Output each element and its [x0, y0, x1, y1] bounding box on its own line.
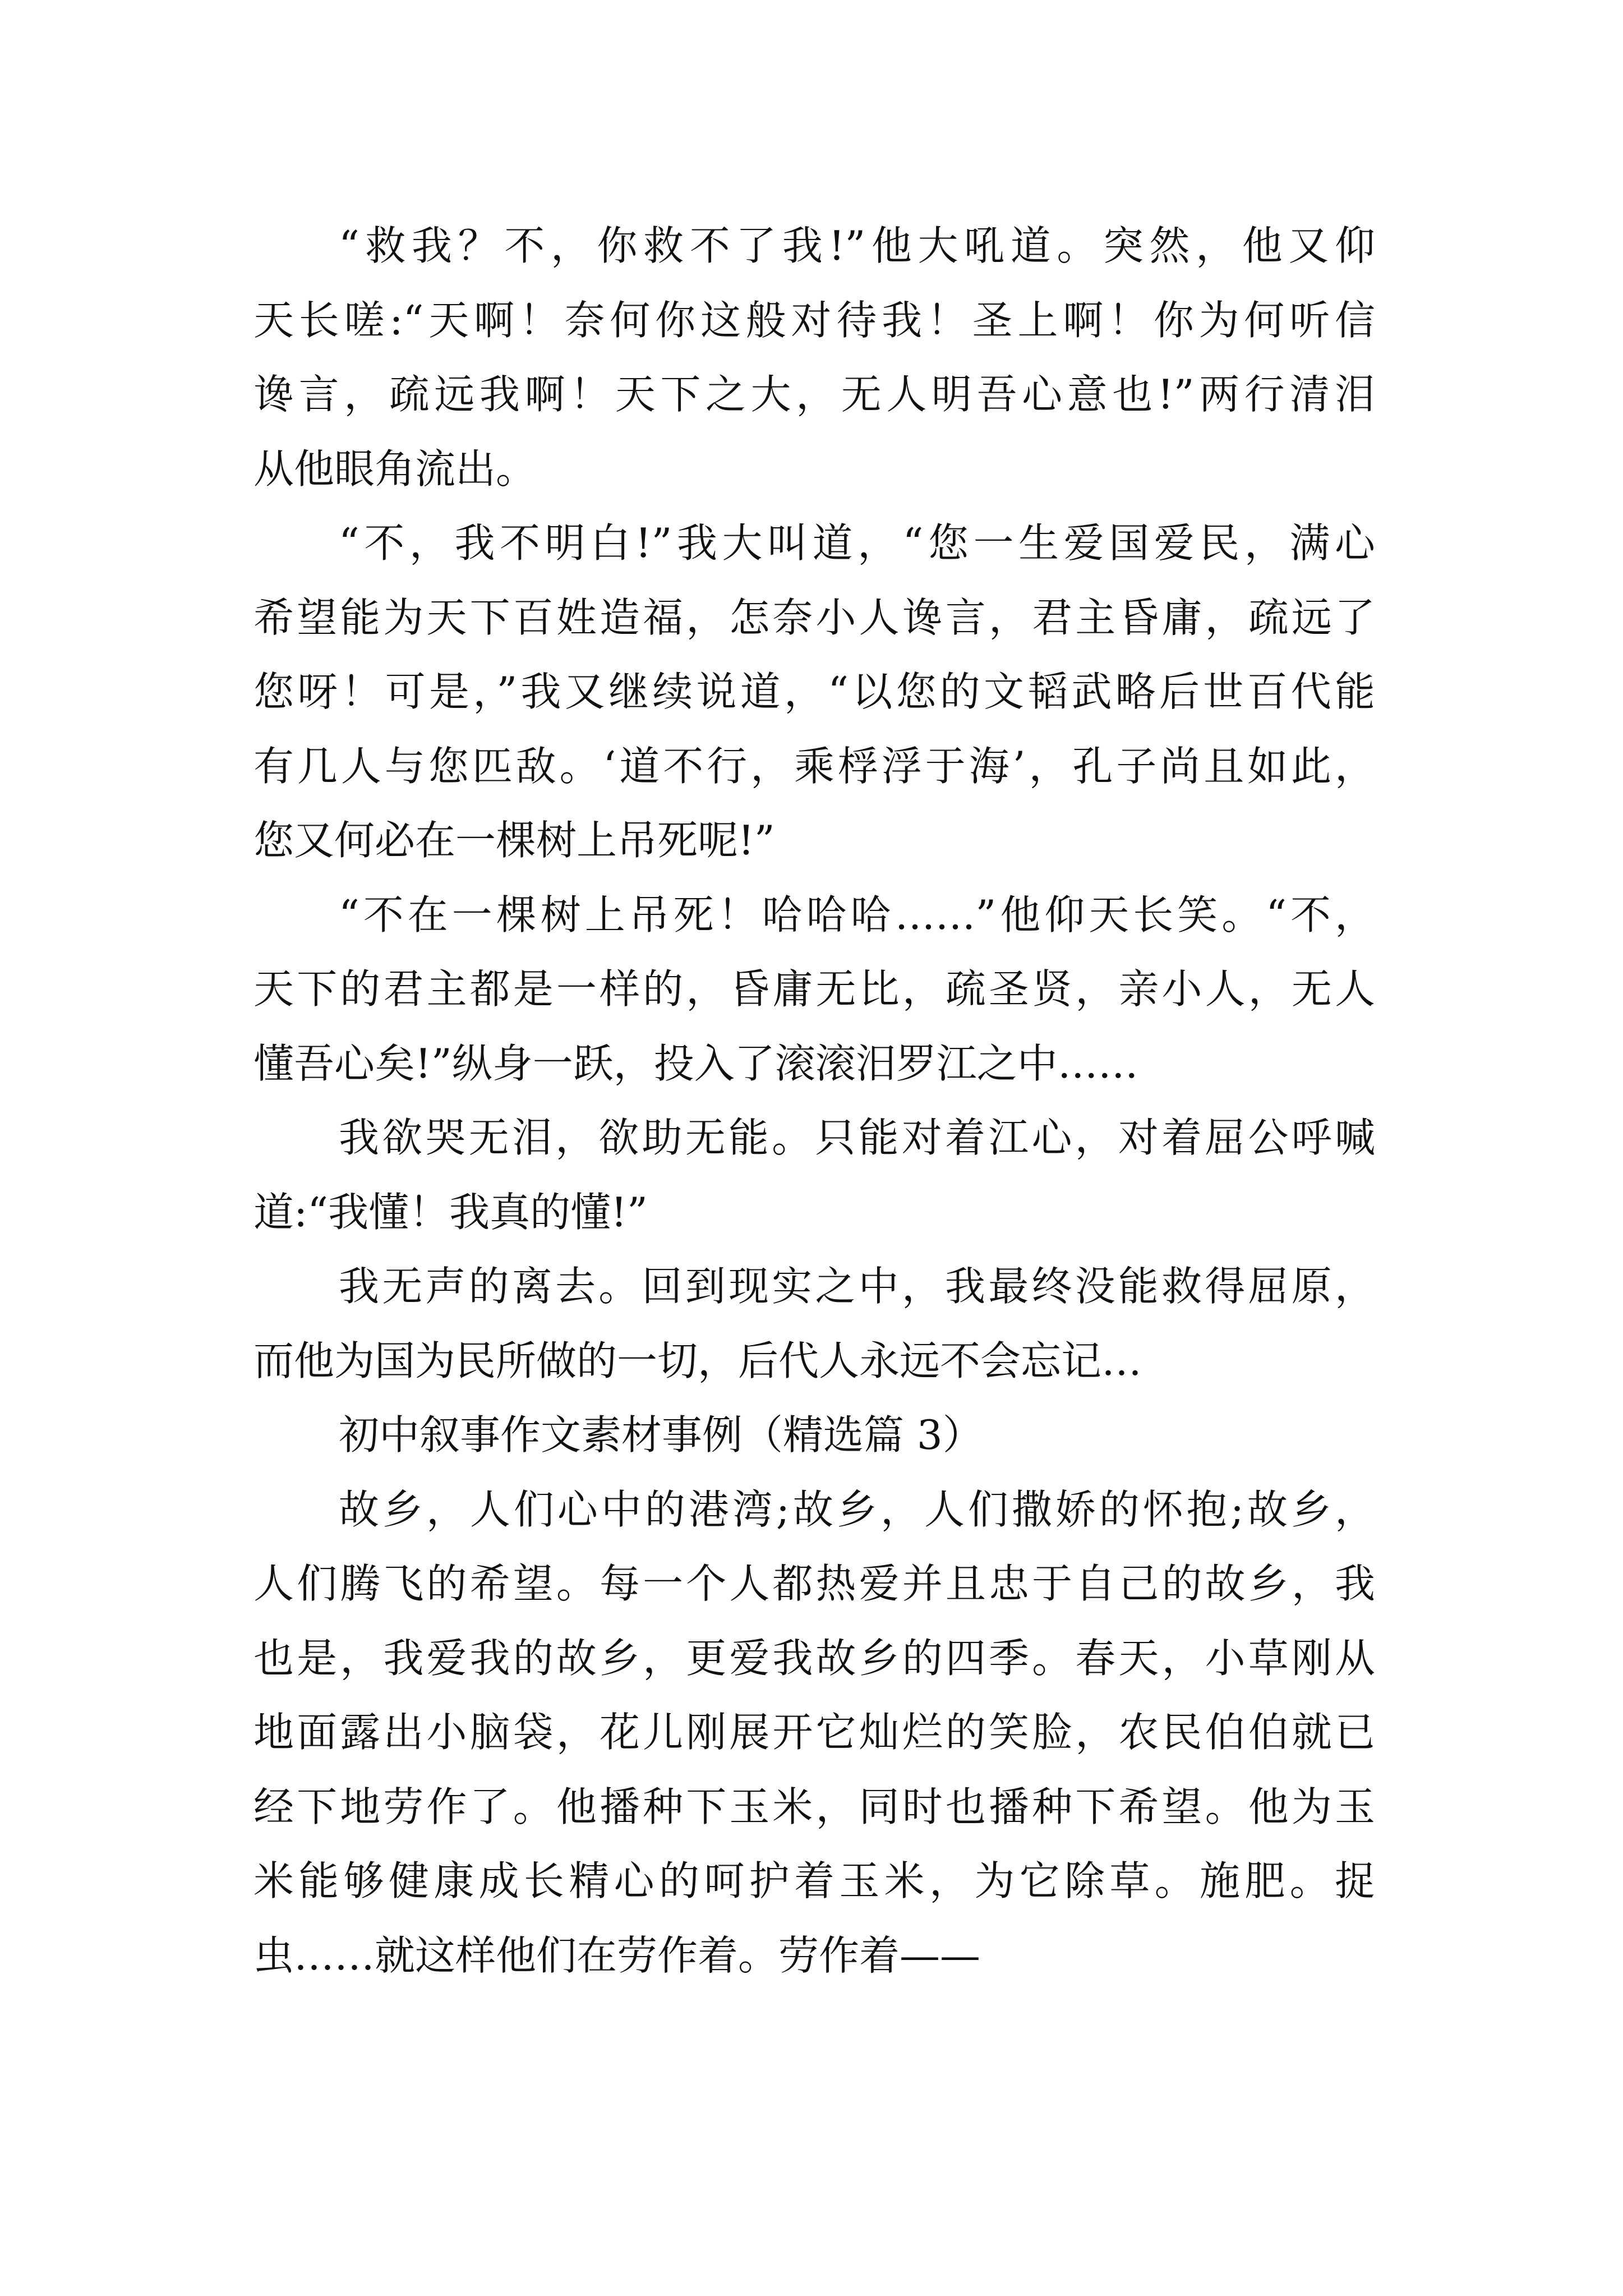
text-line: 我欲哭无泪，欲助无能。只能对着江心，对着屈公呼喊	[339, 1114, 1375, 1161]
text-line: 谗言，疏远我啊！天下之大，无人明吾心意也!”两行清泪	[253, 371, 1375, 418]
text-line: 虫……就这样他们在劳作着。劳作着——	[253, 1931, 981, 1979]
text-line: 天长嗟:“天啊！奈何你这般对待我！圣上啊！你为何听信	[253, 296, 1375, 344]
text-line: 我无声的离去。回到现实之中，我最终没能救得屈原，	[339, 1263, 1375, 1310]
text-line: 米能够健康成长精心的呵护着玉米，为它除草。施肥。捉	[253, 1857, 1375, 1904]
text-line: 天下的君主都是一样的，昏庸无比，疏圣贤，亲小人，无人	[253, 965, 1375, 1013]
text-line: 经下地劳作了。他播种下玉米，同时也播种下希望。他为玉	[253, 1783, 1375, 1830]
text-line: 故乡，人们心中的港湾;故乡，人们撒娇的怀抱;故乡，	[339, 1485, 1375, 1533]
text-line: 人们腾飞的希望。每一个人都热爱并且忠于自己的故乡，我	[253, 1560, 1375, 1607]
text-line: 懂吾心矣!”纵身一跃，投入了滚滚汨罗江之中……	[253, 1039, 1138, 1087]
text-line: 道:“我懂！我真的懂!”	[253, 1188, 648, 1236]
text-line: 地面露出小脑袋，花儿刚展开它灿烂的笑脸，农民伯伯就已	[253, 1709, 1375, 1756]
text-line: “救我？不，你救不了我!”他大吼道。突然，他又仰	[339, 222, 1375, 269]
text-line: “不，我不明白!”我大叫道，“您一生爱国爱民，满心	[339, 519, 1375, 567]
text-line: 有几人与您匹敌。‘道不行，乘桴浮于海’，孔子尚且如此，	[253, 742, 1375, 790]
text-line: 而他为国为民所做的一切，后代人永远不会忘记…	[253, 1337, 1142, 1384]
text-line: 从他眼角流出。	[253, 445, 537, 493]
text-line: 初中叙事作文素材事例（精选篇 3）	[339, 1411, 983, 1458]
text-line: 希望能为天下百姓造福，怎奈小人谗言，君主昏庸，疏远了	[253, 593, 1375, 641]
document-body	[253, 209, 1375, 1993]
text-line: 您又何必在一棵树上吊死呢!”	[253, 817, 775, 864]
text-line: 您呀！可是，”我又继续说道，“以您的文韬武略后世百代能	[253, 668, 1375, 715]
text-line: “不在一棵树上吊死！哈哈哈……”他仰天长笑。“不，	[339, 891, 1375, 938]
text-line: 也是，我爱我的故乡，更爱我故乡的四季。春天，小草刚从	[253, 1634, 1375, 1682]
